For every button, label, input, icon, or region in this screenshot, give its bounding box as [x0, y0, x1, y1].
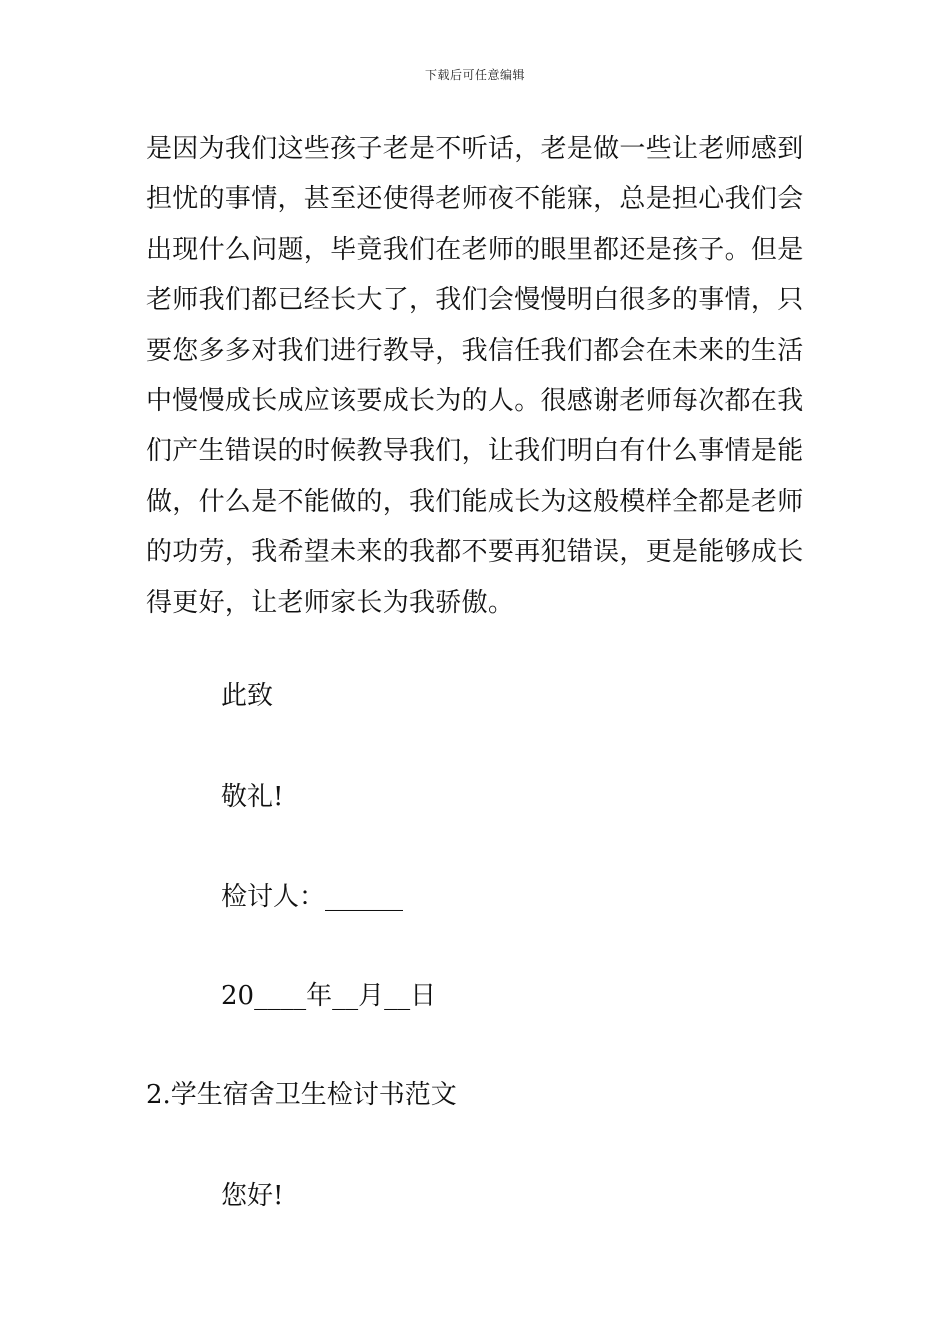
body-line: 是因为我们这些孩子老是不听话，老是做一些让老师感到 — [146, 134, 804, 164]
body-line: 做，什么是不能做的，我们能成长为这般模样全都是老师 — [146, 486, 804, 517]
closing-text: 此致 — [221, 681, 274, 711]
body-line: 出现什么问题，毕竟我们在老师的眼里都还是孩子。但是 — [146, 234, 804, 265]
greeting-text: 您好! — [221, 1181, 284, 1211]
signer-line: 检讨人：______ — [221, 882, 404, 912]
body-line: 老师我们都已经长大了，我们会慢慢明白很多的事情，只 — [146, 285, 804, 316]
salutation-text: 敬礼! — [221, 782, 284, 812]
body-line: 中慢慢成长成应该要成长为的人。很感谢老师每次都在我 — [146, 386, 804, 417]
body-line: 的功劳，我希望未来的我都不要再犯错误，更是能够成长 — [146, 537, 804, 568]
body-line: 们产生错误的时候教导我们，让我们明白有什么事情是能 — [146, 436, 804, 467]
body-line: 要您多多对我们进行教导，我信任我们都会在未来的生活 — [146, 335, 804, 366]
body-paragraph — [146, 124, 806, 628]
body-line: 得更好，让老师家长为我骄傲。 — [146, 587, 515, 618]
body-line: 担忧的事情，甚至还使得老师夜不能寐，总是担心我们会 — [146, 184, 804, 215]
date-line: 20____年__月__日 — [221, 981, 437, 1011]
section-heading: 2.学生宿舍卫生检讨书范文 — [146, 1080, 457, 1110]
header-note: 下载后可任意编辑 — [424, 68, 525, 82]
